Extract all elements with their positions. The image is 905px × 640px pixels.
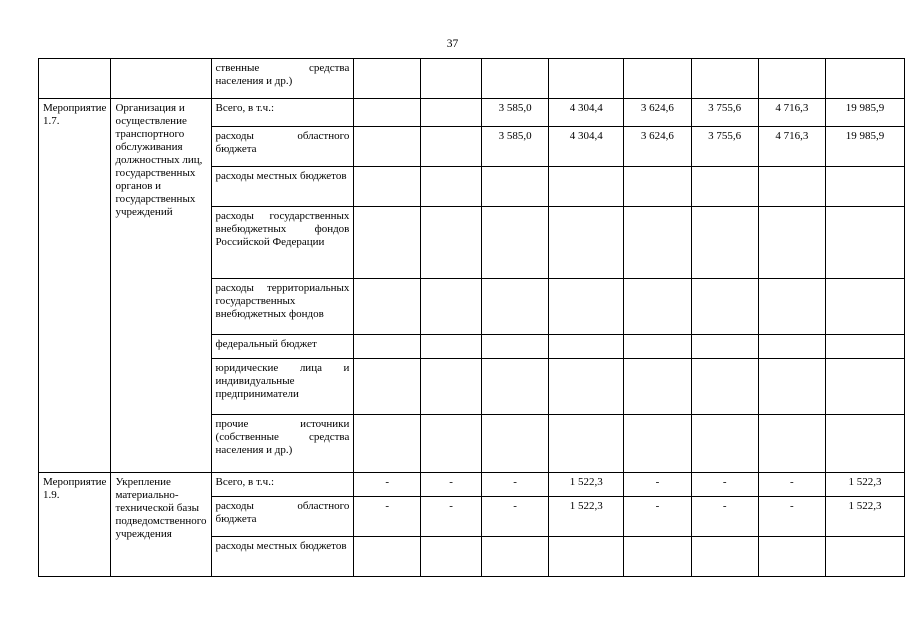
value-cell — [691, 59, 758, 99]
value-cell — [549, 167, 624, 207]
value-cell: 3 624,6 — [624, 127, 691, 167]
value-cell: - — [354, 473, 421, 497]
value-cell — [549, 537, 624, 577]
value-cell — [549, 279, 624, 335]
value-cell — [758, 279, 825, 335]
value-cell — [691, 167, 758, 207]
value-cell — [549, 415, 624, 473]
value-cell — [826, 207, 905, 279]
value-cell — [482, 335, 549, 359]
source-cell: расходы областного бюджета — [211, 497, 354, 537]
value-cell: 3 755,6 — [691, 127, 758, 167]
source-cell: расходы государственных внебюджетных фондов Российской Федерации — [211, 207, 354, 279]
value-cell — [826, 537, 905, 577]
value-cell — [354, 415, 421, 473]
value-cell — [421, 415, 482, 473]
value-cell — [758, 207, 825, 279]
value-cell: 19 985,9 — [826, 99, 905, 127]
value-cell — [549, 207, 624, 279]
value-cell — [482, 59, 549, 99]
value-cell: 1 522,3 — [549, 473, 624, 497]
value-cell — [421, 335, 482, 359]
value-cell: - — [482, 497, 549, 537]
value-cell — [624, 167, 691, 207]
value-cell — [624, 279, 691, 335]
value-cell: - — [691, 473, 758, 497]
page-number: 37 — [446, 38, 459, 50]
value-cell — [482, 537, 549, 577]
value-cell — [421, 207, 482, 279]
value-cell: - — [482, 473, 549, 497]
value-cell: - — [354, 497, 421, 537]
value-cell: 3 755,6 — [691, 99, 758, 127]
value-cell — [549, 359, 624, 415]
value-cell: - — [421, 473, 482, 497]
value-cell — [758, 537, 825, 577]
value-cell: 3 585,0 — [482, 127, 549, 167]
value-cell — [826, 359, 905, 415]
value-cell: 1 522,3 — [549, 497, 624, 537]
value-cell: - — [691, 497, 758, 537]
value-cell — [482, 359, 549, 415]
value-cell: 3 585,0 — [482, 99, 549, 127]
value-cell — [826, 167, 905, 207]
name-cell — [111, 59, 211, 99]
value-cell — [482, 279, 549, 335]
value-cell — [549, 59, 624, 99]
source-cell: юридические лица и индивидуальные предприниматели — [211, 359, 354, 415]
source-cell: Всего, в т.ч.: — [211, 473, 354, 497]
value-cell — [758, 415, 825, 473]
value-cell — [354, 59, 421, 99]
measure-name-cell: Укрепление материально-технической базы подведомственного учреждения — [111, 473, 211, 577]
value-cell — [624, 335, 691, 359]
value-cell — [421, 127, 482, 167]
funding-table — [38, 58, 905, 577]
value-cell — [354, 335, 421, 359]
value-cell: - — [758, 497, 825, 537]
value-cell: 4 716,3 — [758, 127, 825, 167]
value-cell — [758, 59, 825, 99]
value-cell — [482, 167, 549, 207]
value-cell — [826, 59, 905, 99]
value-cell — [421, 359, 482, 415]
value-cell — [758, 335, 825, 359]
value-cell — [482, 415, 549, 473]
value-cell — [691, 279, 758, 335]
funding-table-body — [39, 59, 905, 577]
measure-item-cell: Мероприятие 1.7. — [39, 99, 111, 473]
value-cell: 1 522,3 — [826, 473, 905, 497]
value-cell — [826, 279, 905, 335]
value-cell — [354, 207, 421, 279]
measure-name-cell: Организация и осуществление транспортного обслуживания должностных лиц, государственных органов и государственных учреждений — [111, 99, 211, 473]
value-cell — [691, 359, 758, 415]
value-cell — [482, 207, 549, 279]
value-cell: - — [758, 473, 825, 497]
value-cell: 3 624,6 — [624, 99, 691, 127]
table-row — [39, 99, 905, 127]
value-cell — [354, 127, 421, 167]
measure-item-cell: Мероприятие 1.9. — [39, 473, 111, 577]
value-cell — [691, 415, 758, 473]
source-cell: расходы местных бюджетов — [211, 537, 354, 577]
source-cell: расходы местных бюджетов — [211, 167, 354, 207]
value-cell — [421, 279, 482, 335]
source-cell: федеральный бюджет — [211, 335, 354, 359]
value-cell: 4 716,3 — [758, 99, 825, 127]
value-cell — [758, 359, 825, 415]
value-cell — [624, 537, 691, 577]
value-cell — [354, 99, 421, 127]
value-cell — [421, 99, 482, 127]
value-cell — [691, 335, 758, 359]
value-cell — [354, 279, 421, 335]
value-cell — [624, 359, 691, 415]
value-cell — [826, 335, 905, 359]
value-cell — [421, 59, 482, 99]
item-cell — [39, 59, 111, 99]
source-cell: расходы территориальных государственных внебюджетных фондов — [211, 279, 354, 335]
value-cell — [624, 59, 691, 99]
value-cell: - — [421, 497, 482, 537]
value-cell — [421, 167, 482, 207]
value-cell: 4 304,4 — [549, 99, 624, 127]
value-cell — [826, 415, 905, 473]
table-row — [39, 59, 905, 99]
value-cell — [354, 167, 421, 207]
value-cell — [624, 415, 691, 473]
value-cell — [354, 537, 421, 577]
value-cell: - — [624, 497, 691, 537]
source-cell: расходы областного бюджета — [211, 127, 354, 167]
value-cell — [354, 359, 421, 415]
value-cell — [691, 537, 758, 577]
value-cell: 4 304,4 — [549, 127, 624, 167]
source-cell: прочие источники (собственные средства населения и др.) — [211, 415, 354, 473]
value-cell: 19 985,9 — [826, 127, 905, 167]
source-cell: ственные средства населения и др.) — [211, 59, 354, 99]
value-cell: 1 522,3 — [826, 497, 905, 537]
source-cell: Всего, в т.ч.: — [211, 99, 354, 127]
value-cell — [549, 335, 624, 359]
value-cell — [758, 167, 825, 207]
value-cell — [421, 537, 482, 577]
value-cell: - — [624, 473, 691, 497]
table-row — [39, 473, 905, 497]
value-cell — [624, 207, 691, 279]
value-cell — [691, 207, 758, 279]
